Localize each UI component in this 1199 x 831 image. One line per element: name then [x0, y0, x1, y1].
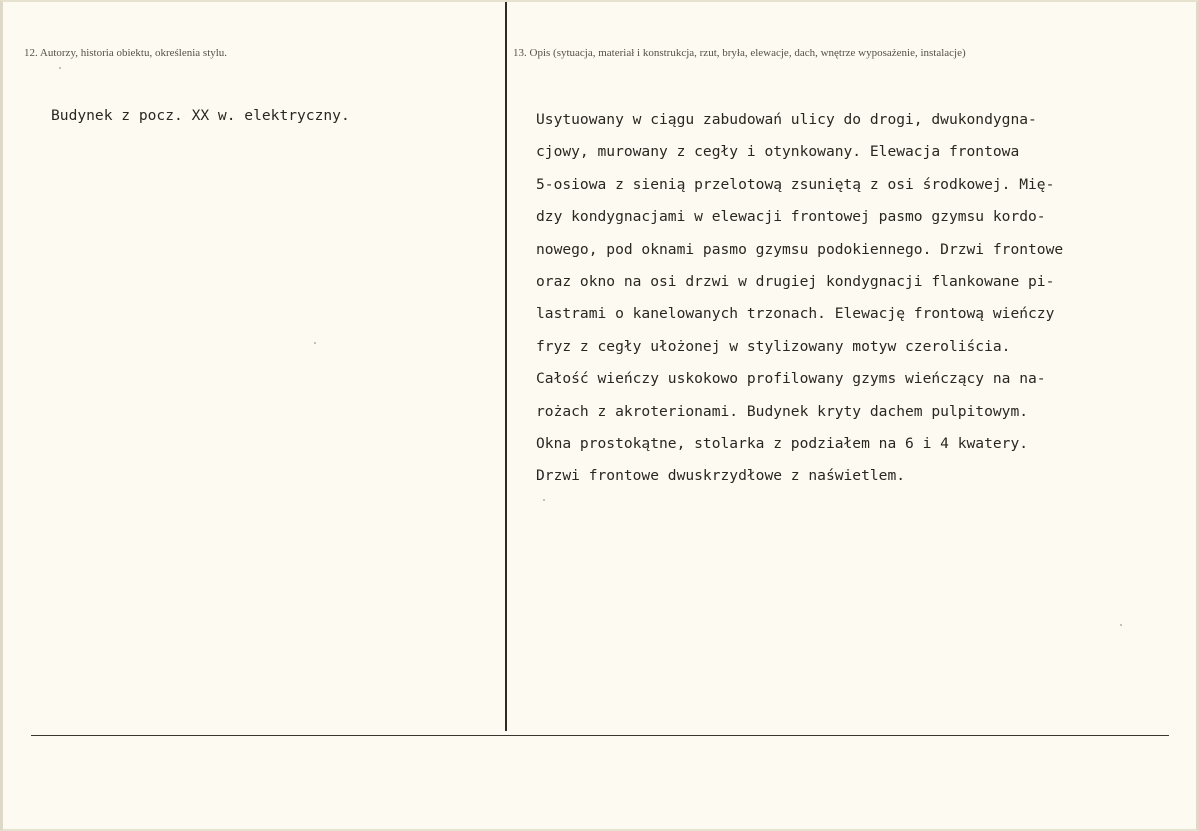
- description-line: nowego, pod oknami pasmo gzymsu podokiennego. Drzwi frontowe: [536, 240, 1064, 258]
- paper-speck: [1120, 624, 1122, 626]
- description-line: oraz okno na osi drzwi w drugiej kondygnacji flankowane pi-: [536, 272, 1055, 290]
- paper-speck: [314, 342, 316, 344]
- field-13-text: [536, 104, 1176, 493]
- bottom-rule: [31, 735, 1169, 736]
- description-line: dzy kondygnacjami w elewacji frontowej pasmo gzymsu kordo-: [536, 208, 1046, 226]
- description-line: Całość wieńczy uskokowo profilowany gzyms wieńczący na na-: [536, 370, 1046, 388]
- paper-speck: [543, 499, 545, 501]
- description-line: fryz z cegły ułożonej w stylizowany motyw czeroliścia.: [536, 337, 1011, 355]
- description-line: Drzwi frontowe dwuskrzydłowe z naświetlem.: [536, 467, 906, 485]
- field-13-label: 13. Opis (sytuacja, materiał i konstrukcja, rzut, bryła, elewacje, dach, wnętrze wyposażenie, instalacje): [513, 47, 966, 59]
- field-12-text: Budynek z pocz. XX w. elektryczny.: [51, 107, 350, 124]
- description-line: Usytuowany w ciągu zabudowań ulicy do drogi, dwukondygna-: [536, 111, 1037, 128]
- column-divider: [505, 2, 507, 731]
- description-line: 5-osiowa z sienią przelotową zsuniętą z osi środkowej. Mię-: [536, 175, 1055, 193]
- description-line: lastrami o kanelowanych trzonach. Elewację frontową wieńczy: [536, 305, 1055, 323]
- description-line: rożach z akroterionami. Budynek kryty dachem pulpitowym.: [536, 402, 1029, 420]
- field-12-label: 12. Autorzy, historia obiektu, określenia stylu.: [24, 47, 228, 59]
- description-line: Okna prostokątne, stolarka z podziałem na 6 i 4 kwatery.: [536, 434, 1029, 452]
- paper-speck: [59, 67, 61, 69]
- description-line: cjowy, murowany z cegły i otynkowany. Elewacja frontowa: [536, 143, 1020, 161]
